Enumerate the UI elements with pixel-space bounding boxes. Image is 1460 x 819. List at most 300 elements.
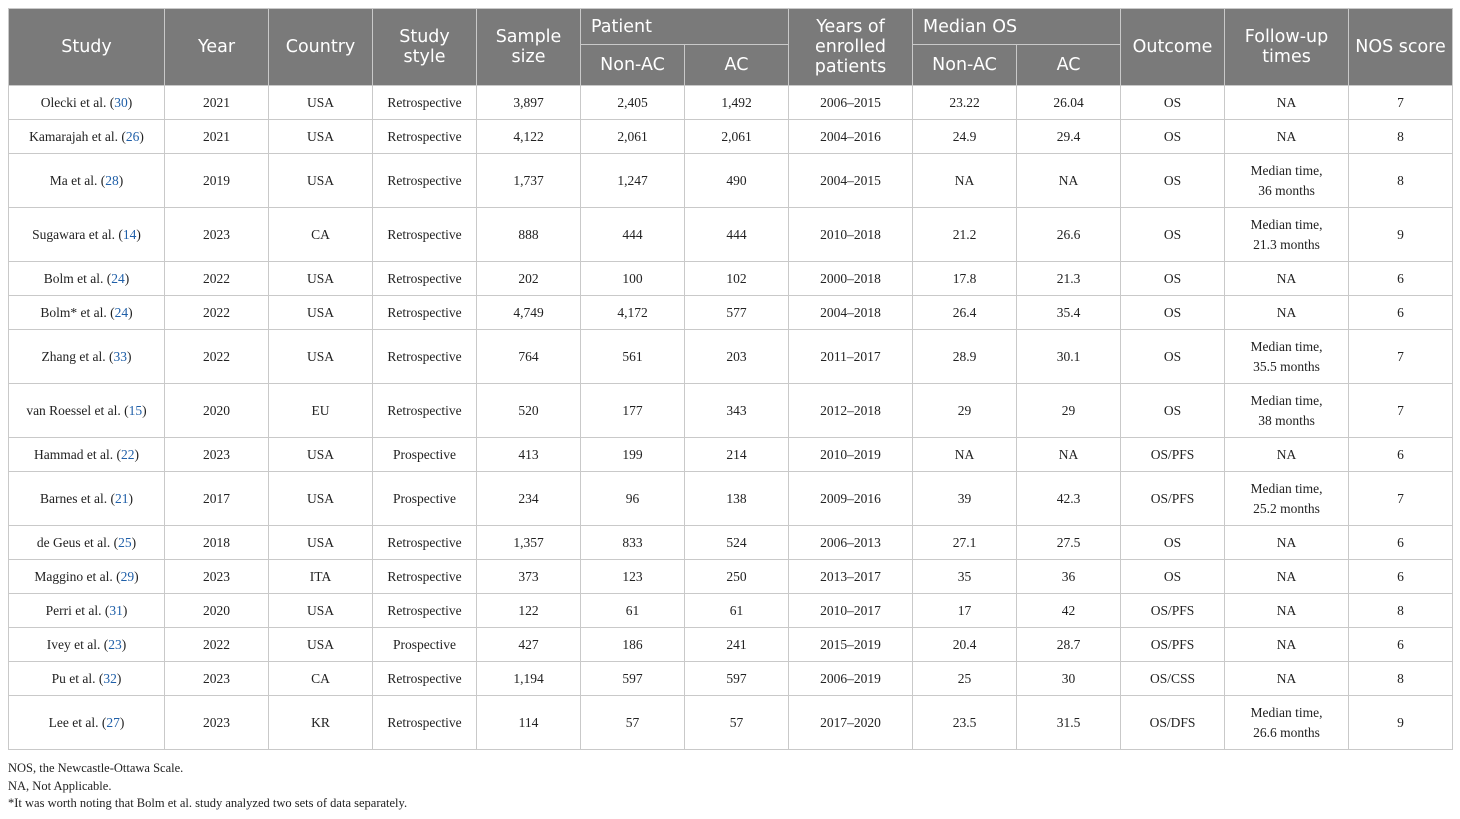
- cell-years-enrolled: 2000–2018: [789, 262, 913, 296]
- cell-follow-up: [1225, 384, 1349, 438]
- cell-nos-score: 7: [1349, 384, 1453, 438]
- reference-link[interactable]: 31: [109, 602, 123, 618]
- cell-os-non-ac: 23.5: [913, 696, 1017, 750]
- cell-follow-up: [1225, 696, 1349, 750]
- table-row: [9, 296, 1453, 330]
- cell-years-enrolled: 2004–2015: [789, 154, 913, 208]
- cell-os-ac: 42.3: [1017, 472, 1121, 526]
- study-name: Zhang et al. (: [41, 348, 114, 364]
- cell-study: [9, 208, 165, 262]
- closing-paren: ): [126, 348, 132, 364]
- cell-os-non-ac: 26.4: [913, 296, 1017, 330]
- cell-year: 2022: [165, 628, 269, 662]
- cell-year: 2023: [165, 696, 269, 750]
- closing-paren: ): [118, 172, 124, 188]
- cell-year: 2022: [165, 330, 269, 384]
- cell-country: ITA: [269, 560, 373, 594]
- study-name: Hammad et al. (: [34, 446, 121, 462]
- cell-follow-up: [1225, 208, 1349, 262]
- closing-paren: ): [131, 534, 137, 550]
- closing-paren: ): [119, 714, 125, 730]
- cell-year: 2017: [165, 472, 269, 526]
- study-name: Olecki et al. (: [40, 94, 115, 110]
- closing-paren: ): [128, 304, 133, 320]
- cell-os-ac: 28.7: [1017, 628, 1121, 662]
- cell-country: USA: [269, 628, 373, 662]
- cell-years-enrolled: 2012–2018: [789, 384, 913, 438]
- cell-study: [9, 472, 165, 526]
- cell-study: [9, 330, 165, 384]
- cell-follow-up: NA: [1225, 560, 1349, 594]
- study-name: Perri et al. (: [45, 602, 110, 618]
- cell-sample-size: 373: [477, 560, 581, 594]
- header-median-os: Median OS: [913, 9, 1121, 45]
- closing-paren: ): [136, 226, 141, 242]
- cell-study: [9, 120, 165, 154]
- cell-outcome: OS: [1121, 208, 1225, 262]
- table-row: [9, 330, 1453, 384]
- cell-os-ac: 31.5: [1017, 696, 1121, 750]
- cell-outcome: OS: [1121, 330, 1225, 384]
- cell-study-style: Prospective: [373, 472, 477, 526]
- studies-table: [8, 8, 1453, 750]
- reference-link[interactable]: 33: [113, 348, 127, 364]
- reference-link[interactable]: 21: [114, 490, 129, 506]
- cell-country: USA: [269, 330, 373, 384]
- cell-os-non-ac: 27.1: [913, 526, 1017, 560]
- cell-country: USA: [269, 438, 373, 472]
- cell-os-non-ac: NA: [913, 154, 1017, 208]
- cell-patient-non-ac: 444: [581, 208, 685, 262]
- cell-sample-size: 122: [477, 594, 581, 628]
- cell-country: USA: [269, 296, 373, 330]
- cell-study-style: Retrospective: [373, 296, 477, 330]
- cell-patient-ac: 577: [685, 296, 789, 330]
- cell-years-enrolled: 2013–2017: [789, 560, 913, 594]
- table-row: [9, 662, 1453, 696]
- cell-sample-size: 234: [477, 472, 581, 526]
- study-name: Ivey et al. (: [46, 636, 109, 652]
- cell-follow-up: NA: [1225, 438, 1349, 472]
- cell-study: [9, 594, 165, 628]
- cell-os-ac: 21.3: [1017, 262, 1121, 296]
- cell-sample-size: 4,122: [477, 120, 581, 154]
- follow-up-line-2: 26.6 months: [1253, 724, 1320, 740]
- cell-study-style: Retrospective: [373, 86, 477, 120]
- follow-up-line-2: 36 months: [1258, 182, 1315, 198]
- cell-country: USA: [269, 526, 373, 560]
- cell-study: [9, 154, 165, 208]
- reference-link[interactable]: 32: [103, 670, 117, 686]
- cell-nos-score: 8: [1349, 662, 1453, 696]
- cell-outcome: OS/PFS: [1121, 628, 1225, 662]
- cell-os-non-ac: 24.9: [913, 120, 1017, 154]
- closing-paren: ): [121, 636, 127, 652]
- reference-link[interactable]: 27: [106, 714, 120, 730]
- cell-follow-up: NA: [1225, 662, 1349, 696]
- follow-up-line-1: Median time,: [1250, 480, 1323, 496]
- follow-up-line-2: 35.5 months: [1253, 358, 1320, 374]
- cell-year: 2023: [165, 560, 269, 594]
- cell-patient-non-ac: 96: [581, 472, 685, 526]
- cell-years-enrolled: 2010–2017: [789, 594, 913, 628]
- cell-follow-up: [1225, 154, 1349, 208]
- cell-study: [9, 526, 165, 560]
- study-name: Pu et al. (: [51, 670, 104, 686]
- cell-country: CA: [269, 208, 373, 262]
- cell-nos-score: 9: [1349, 208, 1453, 262]
- cell-patient-non-ac: 57: [581, 696, 685, 750]
- table-row: [9, 86, 1453, 120]
- cell-country: KR: [269, 696, 373, 750]
- cell-outcome: OS: [1121, 296, 1225, 330]
- cell-os-non-ac: 17: [913, 594, 1017, 628]
- cell-os-ac: 26.04: [1017, 86, 1121, 120]
- table-row: [9, 594, 1453, 628]
- follow-up-line-2: 21.3 months: [1253, 236, 1320, 252]
- header-row: [9, 9, 1453, 45]
- cell-patient-non-ac: 199: [581, 438, 685, 472]
- cell-os-ac: 29.4: [1017, 120, 1121, 154]
- cell-year: 2018: [165, 526, 269, 560]
- cell-os-non-ac: NA: [913, 438, 1017, 472]
- reference-link[interactable]: 23: [108, 636, 122, 652]
- closing-paren: ): [139, 128, 144, 144]
- header-nos-score: NOS score: [1349, 9, 1453, 86]
- header-outcome: Outcome: [1121, 9, 1225, 86]
- cell-nos-score: 6: [1349, 296, 1453, 330]
- cell-nos-score: 8: [1349, 594, 1453, 628]
- cell-years-enrolled: 2009–2016: [789, 472, 913, 526]
- cell-outcome: OS/PFS: [1121, 472, 1225, 526]
- cell-outcome: OS: [1121, 526, 1225, 560]
- cell-country: USA: [269, 262, 373, 296]
- cell-patient-ac: 138: [685, 472, 789, 526]
- cell-sample-size: 427: [477, 628, 581, 662]
- cell-patient-non-ac: 177: [581, 384, 685, 438]
- table-row: [9, 262, 1453, 296]
- cell-study: [9, 438, 165, 472]
- table-row: [9, 384, 1453, 438]
- cell-follow-up: [1225, 472, 1349, 526]
- study-name: Barnes et al. (: [40, 490, 115, 506]
- cell-nos-score: 6: [1349, 438, 1453, 472]
- cell-study-style: Retrospective: [373, 526, 477, 560]
- cell-patient-ac: 1,492: [685, 86, 789, 120]
- study-name: Lee et al. (: [48, 714, 107, 730]
- cell-year: 2023: [165, 438, 269, 472]
- closing-paren: ): [128, 490, 133, 506]
- header-country: Country: [269, 9, 373, 86]
- cell-study-style: Prospective: [373, 628, 477, 662]
- reference-link[interactable]: 22: [120, 446, 135, 462]
- reference-link[interactable]: 28: [105, 172, 119, 188]
- cell-study-style: Prospective: [373, 438, 477, 472]
- cell-nos-score: 6: [1349, 262, 1453, 296]
- cell-study: [9, 696, 165, 750]
- study-name: Bolm et al. (: [43, 270, 112, 286]
- cell-study: [9, 296, 165, 330]
- table-row: [9, 560, 1453, 594]
- cell-sample-size: 1,194: [477, 662, 581, 696]
- table-row: [9, 472, 1453, 526]
- reference-link[interactable]: 25: [118, 534, 132, 550]
- cell-patient-ac: 203: [685, 330, 789, 384]
- cell-patient-ac: 214: [685, 438, 789, 472]
- cell-follow-up: NA: [1225, 594, 1349, 628]
- closing-paren: ): [116, 670, 122, 686]
- header-study-style: Study style: [373, 9, 477, 86]
- cell-patient-ac: 444: [685, 208, 789, 262]
- cell-study: [9, 86, 165, 120]
- cell-year: 2019: [165, 154, 269, 208]
- cell-patient-non-ac: 1,247: [581, 154, 685, 208]
- cell-patient-non-ac: 61: [581, 594, 685, 628]
- cell-study-style: Retrospective: [373, 120, 477, 154]
- reference-link[interactable]: 15: [128, 402, 143, 418]
- cell-years-enrolled: 2010–2019: [789, 438, 913, 472]
- cell-outcome: OS/PFS: [1121, 594, 1225, 628]
- cell-study-style: Retrospective: [373, 662, 477, 696]
- cell-follow-up: NA: [1225, 86, 1349, 120]
- follow-up-line-2: 38 months: [1258, 412, 1315, 428]
- cell-patient-ac: 597: [685, 662, 789, 696]
- cell-follow-up: NA: [1225, 120, 1349, 154]
- cell-study: [9, 384, 165, 438]
- header-follow-up: Follow-up times: [1225, 9, 1349, 86]
- study-name: Sugawara et al. (: [32, 226, 123, 242]
- study-name: van Roessel et al. (: [26, 402, 129, 418]
- cell-study: [9, 628, 165, 662]
- cell-study: [9, 560, 165, 594]
- cell-os-ac: NA: [1017, 154, 1121, 208]
- cell-sample-size: 413: [477, 438, 581, 472]
- follow-up-line-2: 25.2 months: [1253, 500, 1320, 516]
- cell-nos-score: 8: [1349, 154, 1453, 208]
- cell-patient-non-ac: 597: [581, 662, 685, 696]
- cell-sample-size: 888: [477, 208, 581, 262]
- table-row: [9, 154, 1453, 208]
- cell-os-ac: 42: [1017, 594, 1121, 628]
- table-row: [9, 208, 1453, 262]
- header-study: Study: [9, 9, 165, 86]
- cell-os-non-ac: 20.4: [913, 628, 1017, 662]
- cell-years-enrolled: 2004–2016: [789, 120, 913, 154]
- cell-study-style: Retrospective: [373, 154, 477, 208]
- cell-os-ac: 35.4: [1017, 296, 1121, 330]
- cell-sample-size: 764: [477, 330, 581, 384]
- cell-sample-size: 114: [477, 696, 581, 750]
- cell-patient-non-ac: 4,172: [581, 296, 685, 330]
- cell-os-non-ac: 28.9: [913, 330, 1017, 384]
- closing-paren: ): [127, 94, 133, 110]
- cell-patient-ac: 250: [685, 560, 789, 594]
- cell-year: 2020: [165, 384, 269, 438]
- closing-paren: ): [122, 602, 128, 618]
- follow-up-line-1: Median time,: [1250, 216, 1323, 232]
- cell-os-ac: 30: [1017, 662, 1121, 696]
- footnote-na: NA, Not Applicable.: [8, 778, 112, 793]
- cell-follow-up: NA: [1225, 526, 1349, 560]
- closing-paren: ): [124, 270, 130, 286]
- cell-study: [9, 662, 165, 696]
- cell-sample-size: 202: [477, 262, 581, 296]
- cell-patient-ac: 102: [685, 262, 789, 296]
- cell-year: 2022: [165, 296, 269, 330]
- cell-country: EU: [269, 384, 373, 438]
- cell-os-ac: 36: [1017, 560, 1121, 594]
- cell-follow-up: NA: [1225, 262, 1349, 296]
- cell-patient-ac: 2,061: [685, 120, 789, 154]
- cell-sample-size: 1,357: [477, 526, 581, 560]
- cell-year: 2023: [165, 662, 269, 696]
- cell-country: USA: [269, 594, 373, 628]
- reference-link[interactable]: 24: [111, 270, 125, 286]
- header-patient-non-ac: Non-AC: [581, 45, 685, 86]
- table-row: [9, 120, 1453, 154]
- cell-sample-size: 3,897: [477, 86, 581, 120]
- cell-outcome: OS: [1121, 154, 1225, 208]
- table-row: [9, 696, 1453, 750]
- closing-paren: ): [134, 446, 139, 462]
- cell-years-enrolled: 2010–2018: [789, 208, 913, 262]
- header-os-non-ac: Non-AC: [913, 45, 1017, 86]
- cell-patient-non-ac: 561: [581, 330, 685, 384]
- cell-nos-score: 9: [1349, 696, 1453, 750]
- cell-nos-score: 7: [1349, 86, 1453, 120]
- cell-os-non-ac: 35: [913, 560, 1017, 594]
- cell-study-style: Retrospective: [373, 594, 477, 628]
- cell-nos-score: 7: [1349, 330, 1453, 384]
- cell-years-enrolled: 2006–2013: [789, 526, 913, 560]
- reference-link[interactable]: 26: [125, 128, 140, 144]
- cell-os-ac: 26.6: [1017, 208, 1121, 262]
- table-row: [9, 526, 1453, 560]
- cell-os-non-ac: 21.2: [913, 208, 1017, 262]
- follow-up-line-1: Median time,: [1250, 162, 1323, 178]
- cell-os-ac: 27.5: [1017, 526, 1121, 560]
- cell-study-style: Retrospective: [373, 330, 477, 384]
- cell-nos-score: 6: [1349, 526, 1453, 560]
- header-years-enrolled: Years of enrolled patients: [789, 9, 913, 86]
- follow-up-line-1: Median time,: [1250, 392, 1323, 408]
- cell-year: 2020: [165, 594, 269, 628]
- study-name: Kamarajah et al. (: [29, 128, 126, 144]
- cell-nos-score: 7: [1349, 472, 1453, 526]
- cell-country: USA: [269, 472, 373, 526]
- cell-year: 2022: [165, 262, 269, 296]
- follow-up-line-1: Median time,: [1250, 338, 1323, 354]
- cell-patient-non-ac: 2,405: [581, 86, 685, 120]
- header-patient: Patient: [581, 9, 789, 45]
- cell-outcome: OS: [1121, 384, 1225, 438]
- cell-study-style: Retrospective: [373, 262, 477, 296]
- cell-follow-up: NA: [1225, 628, 1349, 662]
- cell-country: CA: [269, 662, 373, 696]
- cell-os-non-ac: 23.22: [913, 86, 1017, 120]
- cell-patient-non-ac: 833: [581, 526, 685, 560]
- cell-sample-size: 4,749: [477, 296, 581, 330]
- cell-year: 2021: [165, 120, 269, 154]
- cell-os-non-ac: 29: [913, 384, 1017, 438]
- closing-paren: ): [134, 568, 139, 584]
- cell-os-ac: NA: [1017, 438, 1121, 472]
- follow-up-line-1: Median time,: [1250, 704, 1323, 720]
- cell-outcome: OS: [1121, 262, 1225, 296]
- study-name: de Geus et al. (: [36, 534, 119, 550]
- cell-years-enrolled: 2006–2015: [789, 86, 913, 120]
- cell-outcome: OS/PFS: [1121, 438, 1225, 472]
- cell-study: [9, 262, 165, 296]
- header-patient-ac: AC: [685, 45, 789, 86]
- cell-outcome: OS/DFS: [1121, 696, 1225, 750]
- cell-study-style: Retrospective: [373, 208, 477, 262]
- cell-nos-score: 6: [1349, 560, 1453, 594]
- cell-country: USA: [269, 120, 373, 154]
- cell-follow-up: NA: [1225, 296, 1349, 330]
- header-sample-size: Sample size: [477, 9, 581, 86]
- cell-patient-ac: 57: [685, 696, 789, 750]
- cell-study-style: Retrospective: [373, 384, 477, 438]
- table-body: [9, 86, 1453, 750]
- footnotes: [8, 760, 407, 813]
- header-year: Year: [165, 9, 269, 86]
- cell-os-ac: 30.1: [1017, 330, 1121, 384]
- cell-follow-up: [1225, 330, 1349, 384]
- reference-link[interactable]: 29: [120, 568, 135, 584]
- footnote-bolm: *It was worth noting that Bolm et al. study analyzed two sets of data separately.: [8, 796, 408, 810]
- cell-sample-size: 1,737: [477, 154, 581, 208]
- cell-nos-score: 8: [1349, 120, 1453, 154]
- footnote-nos: NOS, the Newcastle-Ottawa Scale.: [8, 761, 184, 775]
- cell-patient-ac: 241: [685, 628, 789, 662]
- table-row: [9, 438, 1453, 472]
- reference-link[interactable]: 30: [114, 94, 128, 110]
- cell-years-enrolled: 2006–2019: [789, 662, 913, 696]
- reference-link[interactable]: 14: [122, 226, 137, 242]
- study-name: Maggino et al. (: [34, 568, 121, 584]
- reference-link[interactable]: 24: [114, 304, 129, 320]
- cell-os-ac: 29: [1017, 384, 1121, 438]
- cell-outcome: OS: [1121, 560, 1225, 594]
- cell-outcome: OS: [1121, 86, 1225, 120]
- cell-patient-ac: 524: [685, 526, 789, 560]
- cell-patient-ac: 343: [685, 384, 789, 438]
- cell-os-non-ac: 39: [913, 472, 1017, 526]
- cell-patient-non-ac: 186: [581, 628, 685, 662]
- cell-study-style: Retrospective: [373, 696, 477, 750]
- cell-year: 2021: [165, 86, 269, 120]
- closing-paren: ): [142, 402, 147, 418]
- cell-patient-non-ac: 2,061: [581, 120, 685, 154]
- cell-os-non-ac: 25: [913, 662, 1017, 696]
- cell-study-style: Retrospective: [373, 560, 477, 594]
- cell-years-enrolled: 2017–2020: [789, 696, 913, 750]
- cell-patient-ac: 61: [685, 594, 789, 628]
- cell-year: 2023: [165, 208, 269, 262]
- study-name: Ma et al. (: [49, 172, 106, 188]
- cell-country: USA: [269, 86, 373, 120]
- cell-nos-score: 6: [1349, 628, 1453, 662]
- cell-patient-non-ac: 123: [581, 560, 685, 594]
- study-name: Bolm* et al. (: [40, 304, 115, 320]
- cell-outcome: OS/CSS: [1121, 662, 1225, 696]
- cell-sample-size: 520: [477, 384, 581, 438]
- cell-patient-ac: 490: [685, 154, 789, 208]
- cell-years-enrolled: 2011–2017: [789, 330, 913, 384]
- header-os-ac: AC: [1017, 45, 1121, 86]
- cell-years-enrolled: 2004–2018: [789, 296, 913, 330]
